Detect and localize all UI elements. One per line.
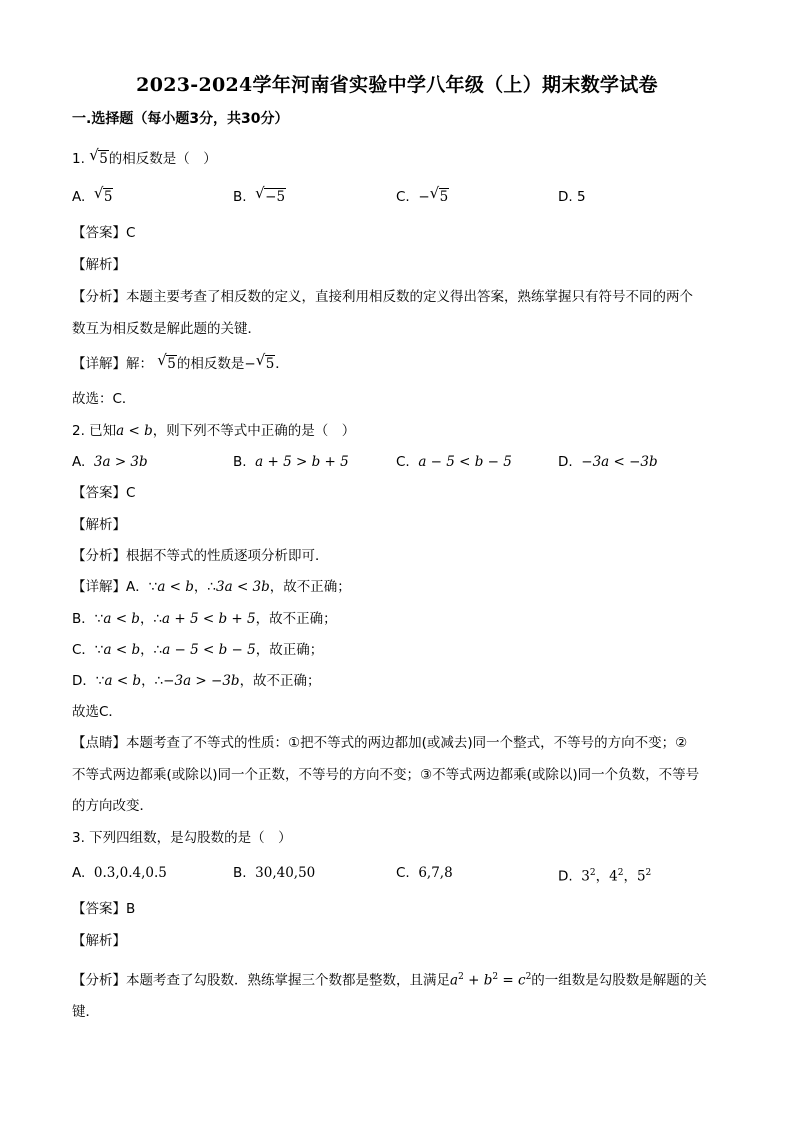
sqrt-expression: √ 5 (255, 351, 275, 372)
sqrt-expression: √ −5 (255, 184, 286, 205)
q1-option-d[interactable]: D. 5 (558, 189, 586, 205)
question-2-stem: 2. 已知a < b，则下列不等式中正确的是（ ） (72, 423, 356, 439)
sqrt-expression: √ 5 (429, 184, 449, 205)
q1-fenxi-line1: 【分析】本题主要考查了相反数的定义，直接利用相反数的定义得出答案，熟练掌握只有符号不同的两个 (72, 289, 693, 305)
q2-option-b[interactable]: B. a + 5 > b + 5 (233, 454, 349, 470)
q1-fenxi-line2: 数互为相反数是解此题的关键． (72, 321, 261, 337)
q3-option-b[interactable]: B. 30,40,50 (233, 865, 316, 881)
q3-option-d[interactable]: D. $3^2$，$4^2$，$5^2$ (558, 868, 652, 885)
page-title: 2023-2024学年河南省实验中学八年级（上）期末数学试卷 (136, 74, 658, 96)
q1-option-b[interactable]: B. √ −5 (233, 184, 286, 205)
q2-detail-d: D．∵a < b，∴−3a > −3b，故不正确； (72, 673, 321, 689)
q3-analysis-label: 【解析】 (72, 933, 126, 949)
q3-option-a[interactable]: A. 0.3,0.4,0.5 (72, 865, 167, 881)
section-heading: 一.选择题（每小题3分，共30分） (72, 111, 289, 127)
q2-detail-c: C．∵a < b，∴a − 5 < b − 5，故正确； (72, 642, 324, 658)
q1-option-a[interactable]: A. √ 5 (72, 184, 113, 205)
q2-fenxi: 【分析】根据不等式的性质逐项分析即可． (72, 548, 329, 564)
q1-option-c[interactable]: C. − √ 5 (396, 184, 449, 205)
sqrt-expression: √ 5 (89, 146, 108, 167)
q2-answer: 【答案】C (72, 485, 136, 501)
q2-detail-a: 【详解】A．∵a < b，∴3a < 3b，故不正确； (72, 579, 351, 595)
question-1-stem: 1. √ 5的相反数是（ ） (72, 146, 217, 167)
q1-answer: 【答案】C (72, 225, 136, 241)
q3-answer: 【答案】B (72, 901, 136, 917)
q1-analysis-label: 【解析】 (72, 257, 126, 273)
q2-detail-b: B．∵a < b，∴a + 5 < b + 5，故不正确； (72, 611, 337, 627)
question-3-stem: 3. 下列四组数，是勾股数的是（ ） (72, 830, 292, 846)
q3-fenxi-line1: 【分析】本题考查了勾股数．熟练掌握三个数都是整数，且满足$a^2 + b^2 = c^2$的一组数是勾股数是解题的关 (72, 972, 707, 989)
q2-choose: 故选C． (72, 704, 122, 720)
q3-option-c[interactable]: C. 6,7,8 (396, 865, 453, 881)
q2-dianjing-line3: 的方向改变． (72, 798, 153, 814)
q1-choose: 故选：C． (72, 391, 136, 407)
q2-dianjing-line1: 【点睛】本题考查了不等式的性质：①把不等式的两边都加(或减去)同一个整式，不等号的方向不变；② (72, 735, 688, 751)
q1-detail: 【详解】解： √ 5的相反数是− √ 5． (72, 351, 289, 372)
q2-option-c[interactable]: C. a − 5 < b − 5 (396, 454, 512, 470)
q2-analysis-label: 【解析】 (72, 517, 126, 533)
q2-dianjing-line2: 不等式两边都乘(或除以)同一个正数，不等号的方向不变；③不等式两边都乘(或除以)同一个负数，不等号 (72, 767, 700, 783)
sqrt-expression: √ 5 (157, 351, 176, 372)
sqrt-expression: √ 5 (93, 184, 113, 205)
q2-option-d[interactable]: D. −3a < −3b (558, 454, 658, 470)
q2-option-a[interactable]: A. 3a > 3b (72, 454, 148, 470)
q3-fenxi-line2: 键． (72, 1004, 99, 1020)
